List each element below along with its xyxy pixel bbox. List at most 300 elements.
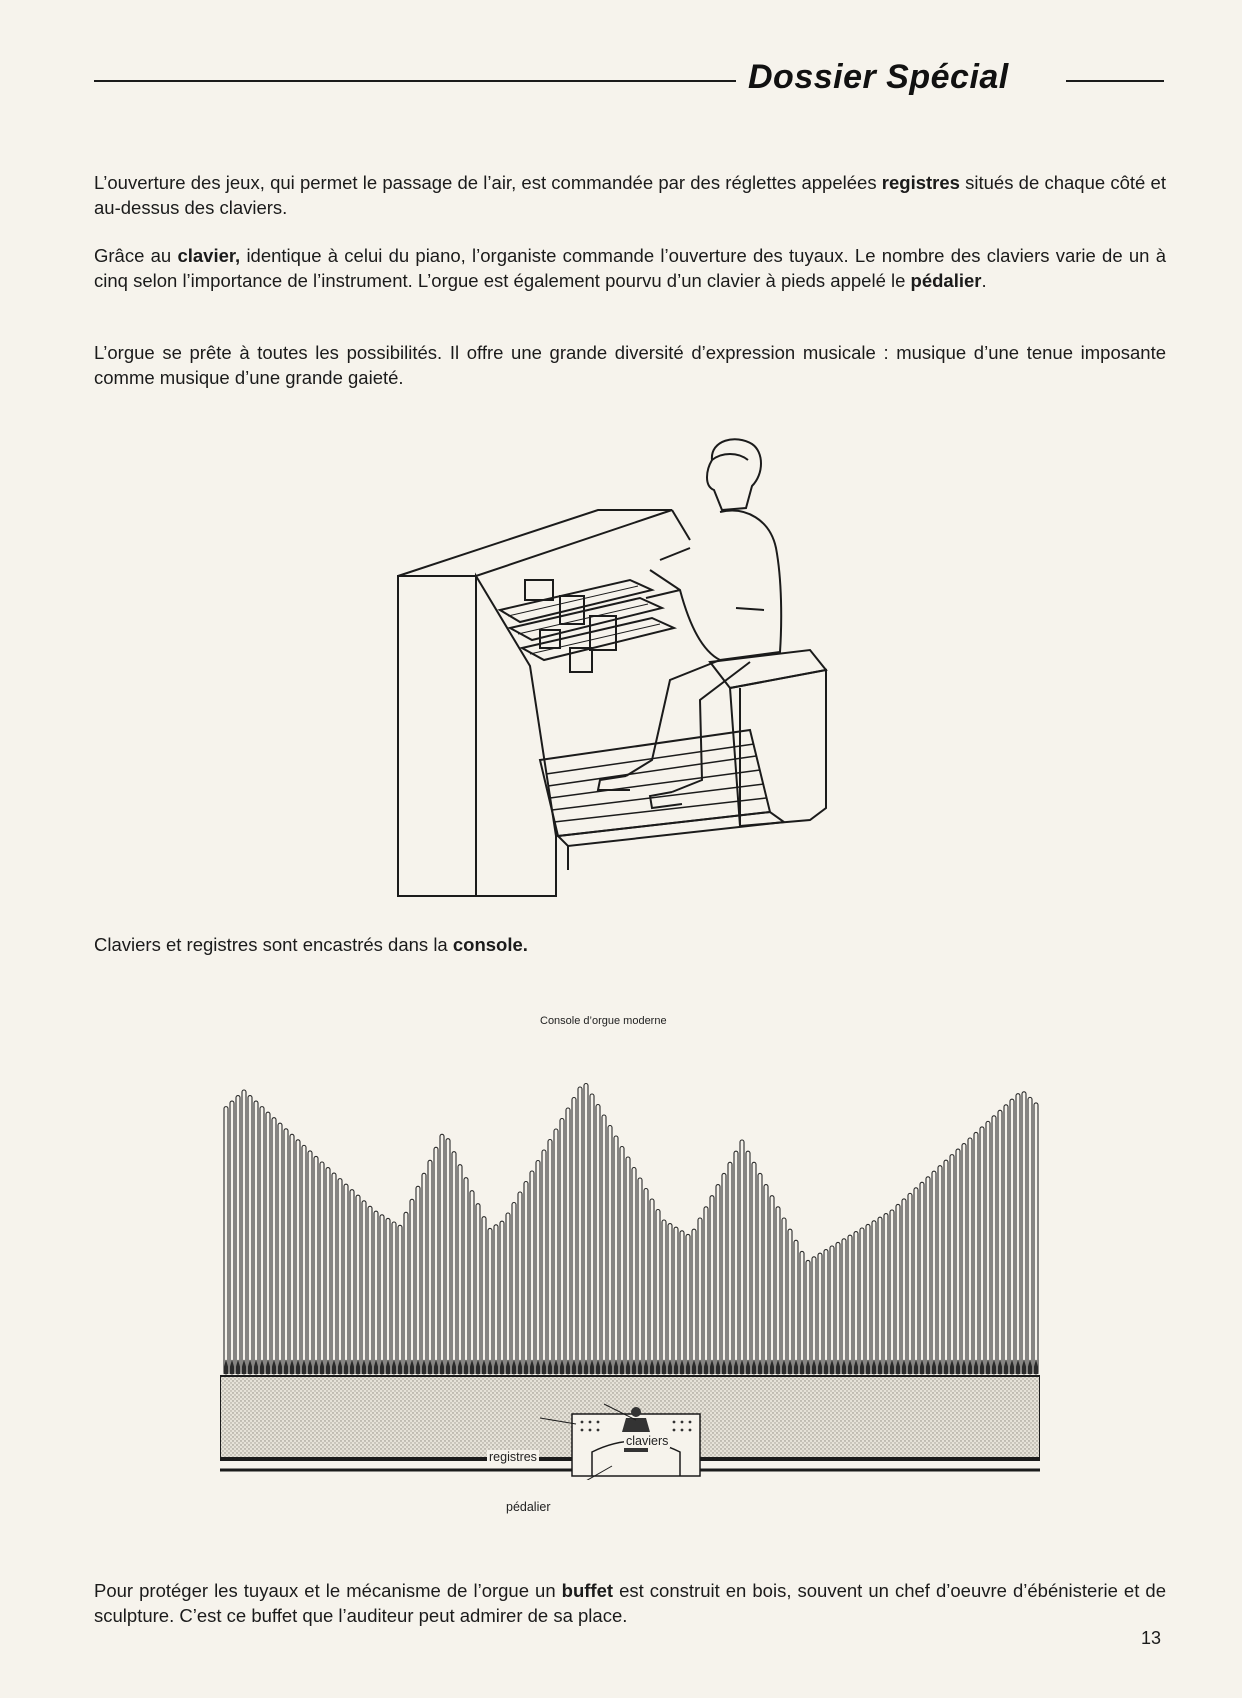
organ-pipe (530, 1171, 534, 1374)
pipe-mouth (668, 1360, 672, 1374)
organ-pipe (584, 1084, 588, 1375)
organ-pipe (356, 1195, 360, 1374)
pipe-mouth (980, 1360, 984, 1374)
pipe-mouth (650, 1360, 654, 1374)
organ-pipe (638, 1178, 642, 1374)
organ-pipe (422, 1173, 426, 1374)
organ-pipe (494, 1225, 498, 1374)
pipe-mouth (290, 1360, 294, 1374)
organ-pipe (674, 1227, 678, 1374)
pipe-mouth (992, 1360, 996, 1374)
organ-pipe (566, 1108, 570, 1374)
pipe-mouth (254, 1360, 258, 1374)
pipe-mouth (314, 1360, 318, 1374)
pipe-mouth (224, 1360, 228, 1374)
pipe-mouth (908, 1360, 912, 1374)
pipe-mouth (512, 1360, 516, 1374)
organ-pipe (332, 1173, 336, 1374)
pipe-mouth (788, 1360, 792, 1374)
header-title: Dossier Spécial (748, 58, 1009, 96)
pipe-mouth (872, 1360, 876, 1374)
pipe-mouth (590, 1360, 594, 1374)
organ-pipe (338, 1179, 342, 1374)
organ-pipe (602, 1115, 606, 1374)
pipe-mouth (236, 1360, 240, 1374)
paragraph-registres (94, 170, 1166, 220)
pipe-mouth (962, 1360, 966, 1374)
organ-pipe (944, 1160, 948, 1374)
pipe-mouth (686, 1360, 690, 1374)
organ-pipe (392, 1222, 396, 1374)
organ-pipe (968, 1138, 972, 1374)
organ-pipe (542, 1150, 546, 1374)
pipe-mouth (944, 1360, 948, 1374)
organ-pipe (812, 1257, 816, 1374)
organ-pipe (404, 1212, 408, 1374)
pipe-mouth (680, 1360, 684, 1374)
organ-pipe (758, 1173, 762, 1374)
organ-pipe (746, 1151, 750, 1374)
pipe-mouth (1010, 1360, 1014, 1374)
pipe-mouth (740, 1360, 744, 1374)
figure-caption-console: Console d’orgue moderne (540, 1015, 667, 1027)
pipe-mouth (902, 1360, 906, 1374)
pipe-mouth (662, 1360, 666, 1374)
pipe-mouth (596, 1360, 600, 1374)
pipe-mouth (608, 1360, 612, 1374)
pipe-mouth (374, 1360, 378, 1374)
organ-pipe (800, 1251, 804, 1374)
organ-pipe (350, 1190, 354, 1374)
text-run: Claviers et registres sont encastrés dans la (94, 934, 453, 955)
organ-pipe (296, 1140, 300, 1374)
pipe-mouth (710, 1360, 714, 1374)
pipe-mouth (950, 1360, 954, 1374)
organ-pipe (644, 1189, 648, 1375)
organ-pipe (416, 1186, 420, 1374)
pipe-mouth (656, 1360, 660, 1374)
pipe-mouth (854, 1360, 858, 1374)
pipe-mouth (272, 1360, 276, 1374)
pipe-mouth (482, 1360, 486, 1374)
organ-pipe (872, 1221, 876, 1374)
pipe-mouth (308, 1360, 312, 1374)
pipe-mouth (746, 1360, 750, 1374)
organ-pipe (434, 1147, 438, 1374)
paragraph-possibilites (94, 340, 1166, 390)
pipe-mouth (542, 1360, 546, 1374)
pipe-mouth (494, 1360, 498, 1374)
organ-pipe (962, 1144, 966, 1374)
pipe-mouth (806, 1360, 810, 1374)
organ-pipe (752, 1162, 756, 1374)
pipe-mouth (344, 1360, 348, 1374)
pipe-mouth (284, 1360, 288, 1374)
organ-pipe (260, 1107, 264, 1374)
organ-pipe (278, 1123, 282, 1374)
pipe-mouth (500, 1360, 504, 1374)
pipe-mouth (836, 1360, 840, 1374)
pipe-mouth (368, 1360, 372, 1374)
pipe-mouth (776, 1360, 780, 1374)
pipe-mouth (386, 1360, 390, 1374)
pipe-mouth (1034, 1360, 1038, 1374)
pipe-mouth (584, 1360, 588, 1374)
organ-pipe (932, 1171, 936, 1374)
pipe-mouth (824, 1360, 828, 1374)
pipe-mouth (1004, 1360, 1008, 1374)
organ-pipe (806, 1260, 810, 1374)
paragraph-console (94, 932, 1166, 957)
pipe-mouth (632, 1360, 636, 1374)
organ-pipe (572, 1098, 576, 1375)
pipe-mouth (554, 1360, 558, 1374)
label-pedalier: pédalier (506, 1500, 551, 1514)
organ-pipe (374, 1211, 378, 1374)
organ-pipe (464, 1178, 468, 1374)
organ-pipe (764, 1185, 768, 1374)
organ-pipe (524, 1182, 528, 1375)
pipe-mouth (974, 1360, 978, 1374)
label-registres: registres (489, 1450, 537, 1464)
organ-pipe (428, 1160, 432, 1374)
organ-pipe (1004, 1105, 1008, 1374)
pipe-mouth (488, 1360, 492, 1374)
text-run: identique à celui du piano, l’organiste commande l’ouverture des tuyaux. Le nombre des claviers varie de un à cinq selon l’importance de l’instrument. L’orgue est également pourvu d’un clavier à pieds appelé le (94, 245, 1166, 291)
pipe-mouth (800, 1360, 804, 1374)
pipe-mouth (986, 1360, 990, 1374)
organ-pipe (596, 1105, 600, 1375)
organ-pipe (782, 1218, 786, 1374)
pipe-mouth (362, 1360, 366, 1374)
organ-pipe (500, 1221, 504, 1374)
organ-pipe (410, 1199, 414, 1374)
pipe-mouth (404, 1360, 408, 1374)
organ-pipe (974, 1132, 978, 1374)
pipe-mouth (998, 1360, 1002, 1374)
organ-pipe (560, 1119, 564, 1375)
pipe-mouth (1016, 1360, 1020, 1374)
text-run: L’ouverture des jeux, qui permet le passage de l’air, est commandée par des réglettes appelées (94, 172, 882, 193)
organ-pipe (506, 1213, 510, 1374)
organ-pipe (686, 1234, 690, 1374)
organ-pipe (230, 1101, 234, 1374)
pipe-mouth (326, 1360, 330, 1374)
organ-pipe (698, 1218, 702, 1374)
organ-pipe (242, 1090, 246, 1374)
bold-term-clavier: clavier, (177, 245, 241, 266)
organ-pipe (1022, 1092, 1026, 1374)
pipe-mouth (602, 1360, 606, 1374)
organ-pipe (1034, 1103, 1038, 1374)
pipe-mouth (866, 1360, 870, 1374)
pipe-mouth (1022, 1360, 1026, 1374)
organ-pipe (650, 1199, 654, 1374)
organ-pipe (470, 1191, 474, 1374)
bold-term-console: console. (452, 934, 528, 955)
organ-pipe (290, 1134, 294, 1374)
organ-buffet-illustration (220, 1060, 1040, 1480)
organ-pipe (710, 1196, 714, 1374)
pipe-mouth (422, 1360, 426, 1374)
pipe-mouth (938, 1360, 942, 1374)
organ-pipe (536, 1161, 540, 1375)
organ-pipe (380, 1215, 384, 1374)
organ-pipe (926, 1177, 930, 1374)
pipe-mouth (830, 1360, 834, 1374)
pipe-mouth (260, 1360, 264, 1374)
organ-pipe (368, 1206, 372, 1374)
label-claviers: claviers (626, 1434, 669, 1448)
pipe-mouth (896, 1360, 900, 1374)
organ-pipe (284, 1129, 288, 1374)
organ-pipe (704, 1207, 708, 1374)
pipe-mouth (398, 1360, 402, 1374)
organ-pipe (314, 1156, 318, 1374)
bold-term-buffet: buffet (561, 1580, 614, 1601)
organ-pipe (488, 1228, 492, 1374)
organ-pipe (908, 1193, 912, 1374)
organ-pipe (518, 1192, 522, 1374)
organist-console-illustration (390, 430, 870, 900)
pipe-mouth (302, 1360, 306, 1374)
organ-pipe (254, 1101, 258, 1374)
organ-pipe (656, 1210, 660, 1375)
organ-pipe (878, 1217, 882, 1374)
organ-pipe (548, 1140, 552, 1375)
organ-pipe (716, 1185, 720, 1374)
organ-pipe (776, 1207, 780, 1374)
organ-pipe (986, 1121, 990, 1374)
organ-pipe (824, 1250, 828, 1374)
organ-pipe (590, 1094, 594, 1374)
text-run: . (981, 270, 987, 291)
organ-pipe (980, 1127, 984, 1374)
organ-pipe (728, 1162, 732, 1374)
pipe-mouth (884, 1360, 888, 1374)
pipe-mouth (524, 1360, 528, 1374)
organ-pipe (476, 1204, 480, 1374)
organ-pipe (614, 1136, 618, 1374)
pipe-mouth (578, 1360, 582, 1374)
pipe-mouth (356, 1360, 360, 1374)
pipe-mouth (332, 1360, 336, 1374)
pipe-mouth (878, 1360, 882, 1374)
pipe-mouth (566, 1360, 570, 1374)
pipe-mouth (782, 1360, 786, 1374)
pipe-mouth (230, 1360, 234, 1374)
pipe-mouth (242, 1360, 246, 1374)
pipe-mouth (380, 1360, 384, 1374)
pipe-mouth (278, 1360, 282, 1374)
organ-pipe (224, 1107, 228, 1374)
pipe-mouth (530, 1360, 534, 1374)
organ-pipe (860, 1228, 864, 1374)
pipe-mouth (410, 1360, 414, 1374)
organ-pipe (452, 1152, 456, 1374)
pipe-mouth (470, 1360, 474, 1374)
organ-pipe (914, 1188, 918, 1374)
organ-pipe (554, 1129, 558, 1374)
pipe-mouth (620, 1360, 624, 1374)
pipe-mouth (692, 1360, 696, 1374)
pipe-mouth (932, 1360, 936, 1374)
pipe-mouth (614, 1360, 618, 1374)
pipe-mouth (842, 1360, 846, 1374)
organ-pipe (818, 1253, 822, 1374)
organ-pipe (326, 1168, 330, 1374)
pipe-mouth (704, 1360, 708, 1374)
header-rule-right (1066, 80, 1164, 82)
pipe-mouth (560, 1360, 564, 1374)
pipe-mouth (626, 1360, 630, 1374)
pipe-mouth (860, 1360, 864, 1374)
pipe-mouth (758, 1360, 762, 1374)
pipe-mouth (350, 1360, 354, 1374)
pipe-mouth (848, 1360, 852, 1374)
pipe-mouth (728, 1360, 732, 1374)
organ-pipe (836, 1242, 840, 1374)
bold-term-registres: registres (881, 172, 960, 193)
organ-pipe (266, 1112, 270, 1374)
pipe-mouth (920, 1360, 924, 1374)
organ-pipe (626, 1157, 630, 1374)
text-run: situés de chaque côté et au-dessus des claviers. (94, 172, 1166, 218)
pipe-mouth (548, 1360, 552, 1374)
organ-pipe (680, 1231, 684, 1374)
organ-pipe (272, 1118, 276, 1374)
pipe-mouth (1028, 1360, 1032, 1374)
organ-pipe (890, 1210, 894, 1374)
pipe-mouth (752, 1360, 756, 1374)
organ-pipe (950, 1155, 954, 1374)
pipe-mouth (794, 1360, 798, 1374)
pipe-mouth (248, 1360, 252, 1374)
pipe-mouth (734, 1360, 738, 1374)
organ-pipe (830, 1246, 834, 1374)
bold-term-pedalier: pédalier (910, 270, 982, 291)
organ-pipe (248, 1096, 252, 1374)
pipe-mouth (926, 1360, 930, 1374)
pipe-mouth (416, 1360, 420, 1374)
pipe-mouth (770, 1360, 774, 1374)
organ-pipe (362, 1201, 366, 1374)
pipe-mouth (644, 1360, 648, 1374)
pipe-mouth (464, 1360, 468, 1374)
pipe-mouth (452, 1360, 456, 1374)
organ-pipe (938, 1166, 942, 1374)
organ-pipe (740, 1140, 744, 1374)
organ-pipe (854, 1232, 858, 1374)
organ-pipe (344, 1184, 348, 1374)
organ-pipe (794, 1240, 798, 1374)
organ-pipe (512, 1203, 516, 1375)
organ-pipe (866, 1224, 870, 1374)
organ-pipe (956, 1149, 960, 1374)
text-run: Grâce au (94, 245, 178, 266)
pipe-mouth (458, 1360, 462, 1374)
pipe-mouth (890, 1360, 894, 1374)
organ-pipe (236, 1096, 240, 1374)
organ-pipe (458, 1165, 462, 1374)
pipe-mouth (320, 1360, 324, 1374)
pipe-mouth (638, 1360, 642, 1374)
pipe-mouth (716, 1360, 720, 1374)
pipe-mouth (812, 1360, 816, 1374)
pipe-mouth (506, 1360, 510, 1374)
pipe-mouth (722, 1360, 726, 1374)
pipe-mouth (392, 1360, 396, 1374)
organ-pipe (1010, 1099, 1014, 1374)
organ-pipe (398, 1225, 402, 1374)
organ-pipe (1016, 1094, 1020, 1374)
organ-pipe (440, 1134, 444, 1374)
pipe-mouth (428, 1360, 432, 1374)
pipe-mouth (674, 1360, 678, 1374)
organ-pipe (884, 1214, 888, 1374)
organ-pipe (920, 1182, 924, 1374)
organ-pipe (482, 1217, 486, 1374)
organ-pipe (722, 1173, 726, 1374)
organ-pipe (320, 1162, 324, 1374)
organ-pipe (662, 1220, 666, 1374)
organ-pipe (896, 1204, 900, 1374)
pipe-mouth (536, 1360, 540, 1374)
pipe-mouth (818, 1360, 822, 1374)
pipe-mouth (434, 1360, 438, 1374)
organ-pipe (692, 1229, 696, 1374)
organ-pipe (302, 1145, 306, 1374)
organ-pipe (668, 1224, 672, 1374)
text-run: L’orgue se prête à toutes les possibilités. Il offre une grande diversité d’expression musicale : musique d’une tenue imposante comme musique d’une grande gaieté. (94, 342, 1166, 388)
organ-pipe (788, 1229, 792, 1374)
pipe-mouth (572, 1360, 576, 1374)
pipe-mouth (698, 1360, 702, 1374)
organ-pipe (632, 1168, 636, 1375)
pipe-mouth (764, 1360, 768, 1374)
organ-pipe (992, 1116, 996, 1374)
page-number: 13 (1141, 1628, 1162, 1648)
organ-pipe (386, 1218, 390, 1374)
organ-pipe (620, 1147, 624, 1375)
pipe-mouth (440, 1360, 444, 1374)
pipe-mouth (266, 1360, 270, 1374)
pipe-mouth (338, 1360, 342, 1374)
pipe-mouth (518, 1360, 522, 1374)
text-run: est construit en bois, souvent un chef d’oeuvre d’ébénisterie et de sculpture. C’est ce buffet que l’auditeur peut admirer de sa place. (94, 1580, 1166, 1626)
organ-pipe (770, 1196, 774, 1374)
pipe-mouth (956, 1360, 960, 1374)
text-run: Pour protéger les tuyaux et le mécanisme de l’orgue un (94, 1580, 562, 1601)
organ-pipe (608, 1126, 612, 1375)
pipe-mouth (296, 1360, 300, 1374)
pipe-mouth (968, 1360, 972, 1374)
organ-pipe (842, 1239, 846, 1374)
pipe-mouth (476, 1360, 480, 1374)
header-rule-left (94, 80, 736, 82)
pipe-mouth (914, 1360, 918, 1374)
organ-pipe (902, 1199, 906, 1374)
pipe-mouth (446, 1360, 450, 1374)
organ-pipe (446, 1139, 450, 1374)
organ-pipe (734, 1151, 738, 1374)
organ-pipe (578, 1087, 582, 1374)
paragraph-clavier (94, 243, 1166, 293)
organ-pipe (848, 1235, 852, 1374)
organ-pipe (308, 1151, 312, 1374)
paragraph-buffet (94, 1578, 1166, 1628)
organ-pipe (1028, 1097, 1032, 1374)
